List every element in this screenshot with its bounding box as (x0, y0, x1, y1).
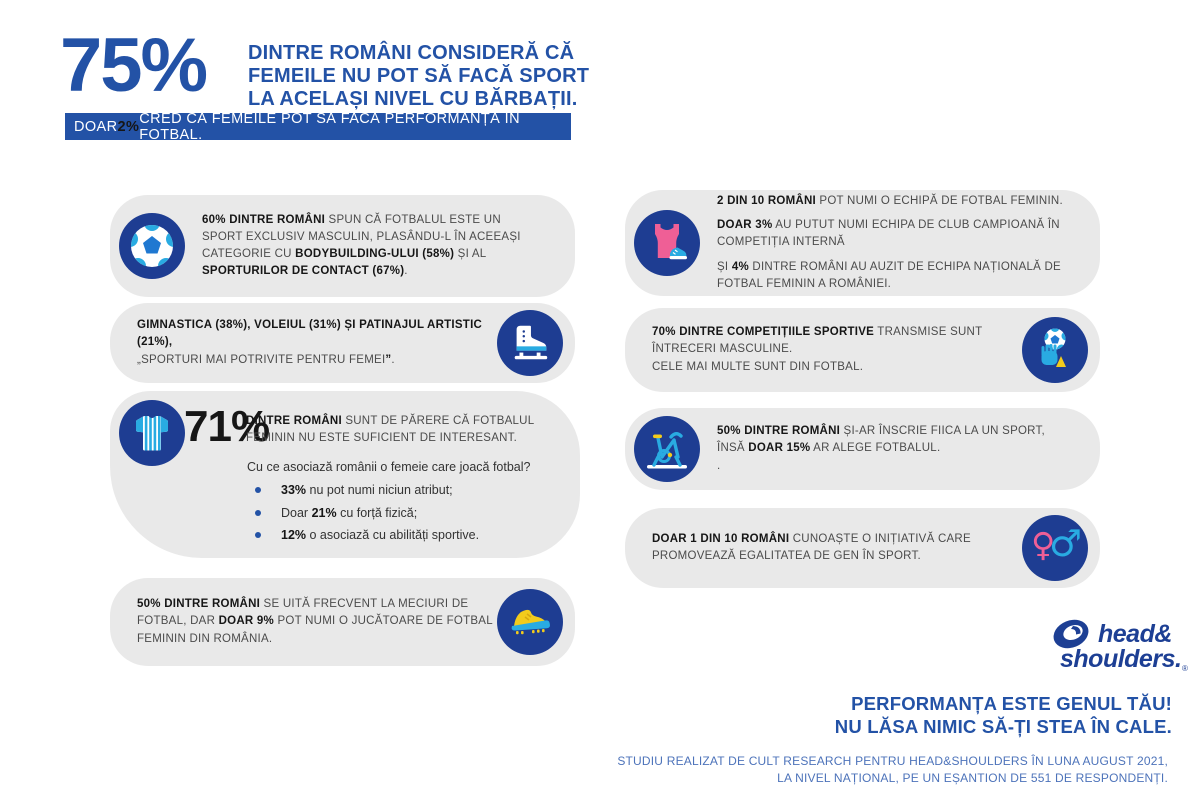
card-text: GIMNASTICA (38%), VOLEIUL (31%) ȘI PATINAJUL ARTISTIC (21%), „SPORTURI MAI POTRIVITE PENTRU FEMEI”. (137, 319, 483, 366)
male-symbol-icon: ♂ (1049, 522, 1083, 565)
card-paragraph: ȘI 4% DINTRE ROMÂNI AU AUZIT DE ECHIPA NAȚIONALĂ DE FOTBAL FEMININ A ROMÂNIEI. (717, 260, 1061, 290)
exercise-bike-icon (634, 416, 700, 482)
list-item (247, 526, 567, 545)
card-text: 70% DINTRE COMPETIȚIILE SPORTIVE TRANSMISE SUNT ÎNTRECERI MASCULINE. CELE MAI MULTE SUNT DIN FOTBAL. (652, 326, 983, 373)
headline-stat: 75% (60, 23, 207, 108)
list-item-text: 12% o asociază cu abilități sportive. (281, 528, 480, 543)
card-team-awareness (625, 190, 1100, 296)
tagline-line2: NU LĂSA NIMIC SĂ-ȚI STEA ÎN CALE. (834, 716, 1172, 738)
tagline (835, 692, 1172, 738)
card-broadcast-competitions (625, 308, 1100, 392)
card-female-sports (110, 303, 575, 383)
head-and-shoulders-logo (1042, 612, 1200, 684)
headline-title-line2: FEMEILE NU POT SĂ FACĂ SPORT (248, 65, 590, 87)
headline-title-line3: LA ACELAȘI NIVEL CU BĂRBAȚII. (248, 88, 578, 110)
study-note (617, 753, 1168, 787)
association-block (247, 458, 567, 549)
hands-holding-ball-icon (1022, 317, 1088, 383)
card-text: DOAR 1 DIN 10 ROMÂNI CUNOAȘTE O INIȚIATIVĂ CARE PROMOVEAZĂ EGALITATEA DE GEN ÎN SPORT. (652, 532, 971, 562)
card-gender-equality-initiative (625, 508, 1100, 588)
football-boot-icon (497, 589, 563, 655)
gender-symbols-icon (1022, 515, 1088, 581)
bullet-dot-icon (255, 510, 261, 516)
headline-title (248, 42, 589, 111)
logo-text-line1: head& (1098, 620, 1172, 648)
bullet-dot-icon (255, 532, 261, 538)
female-symbol-icon: ♀ (1031, 525, 1056, 564)
card-text: 50% DINTRE ROMÂNI ȘI-AR ÎNSCRIE FIICA LA UN SPORT, ÎNSĂ DOAR 15% AR ALEGE FOTBALUL. . (717, 425, 1045, 472)
tagline-line1: PERFORMANȚA ESTE GENUL TĂU! (851, 693, 1172, 714)
card-female-player-awareness (110, 578, 575, 666)
logo-text-line2: shoulders. (1060, 645, 1182, 673)
study-note-line2: LA NIVEL NAȚIONAL, PE UN EȘANTION DE 551 DE RESPONDENȚI. (777, 770, 1168, 785)
soccer-ball-icon (119, 213, 185, 279)
tank-top-sneaker-icon (634, 210, 700, 276)
ice-skate-icon (497, 310, 563, 376)
card-text: 60% DINTRE ROMÂNI SPUN CĂ FOTBALUL ESTE UN SPORT EXCLUSIV MASCULIN, PLASÂNDU-L ÎN ACEEAȘI CATEGORIE CU BODYBUILDING-ULUI (58%) ȘI AL SPORTURILOR DE CONTACT (67%). (202, 213, 521, 278)
card-stat-text: DINTRE ROMÂNI SUNT DE PĂRERE CĂ FOTBALUL FEMININ NU ESTE SUFICIENT DE INTERESANT. (246, 415, 534, 445)
card-football-feminine-interest (110, 391, 580, 558)
headline-title-line1: DINTRE ROMÂNI CONSIDERĂ CĂ (248, 42, 575, 64)
headline-subtitle-bar: DOAR 2% CRED CĂ FEMEILE POT SĂ FACĂ PERFORMANȚĂ ÎN FOTBAL. (65, 113, 571, 140)
bullet-dot-icon (255, 487, 261, 493)
card-paragraph: 2 DIN 10 ROMÂNI POT NUMI O ECHIPĂ DE FOTBAL FEMININ. (717, 194, 1063, 207)
card-daughter-sport (625, 408, 1100, 490)
card-stat: 71% (184, 402, 270, 451)
registered-mark: ® (1182, 664, 1188, 673)
study-note-line1: STUDIU REALIZAT DE CULT RESEARCH PENTRU HEAD&SHOULDERS ÎN LUNA AUGUST 2021, (617, 754, 1168, 768)
jersey-icon (119, 400, 185, 466)
association-list (247, 481, 567, 545)
association-question: Cu ce asociază românii o femeie care joacă fotbal? (247, 460, 531, 474)
card-football-masculine (110, 195, 575, 297)
card-paragraph: DOAR 3% AU PUTUT NUMI ECHIPA DE CLUB CAMPIOANĂ ÎN COMPETIȚIA INTERNĂ (717, 219, 1060, 249)
list-item (247, 504, 567, 523)
card-text (700, 193, 1100, 293)
list-item-text: Doar 21% cu forță fizică; (281, 505, 418, 520)
list-item-text: 33% nu pot numi niciun atribut; (281, 483, 453, 498)
card-text: 50% DINTRE ROMÂNI SE UITĂ FRECVENT LA MECIURI DE FOTBAL, DAR DOAR 9% POT NUMI O JUCĂTOARE DE FOTBAL FEMININ DIN ROMÂNIA. (137, 598, 493, 645)
list-item (247, 481, 567, 500)
